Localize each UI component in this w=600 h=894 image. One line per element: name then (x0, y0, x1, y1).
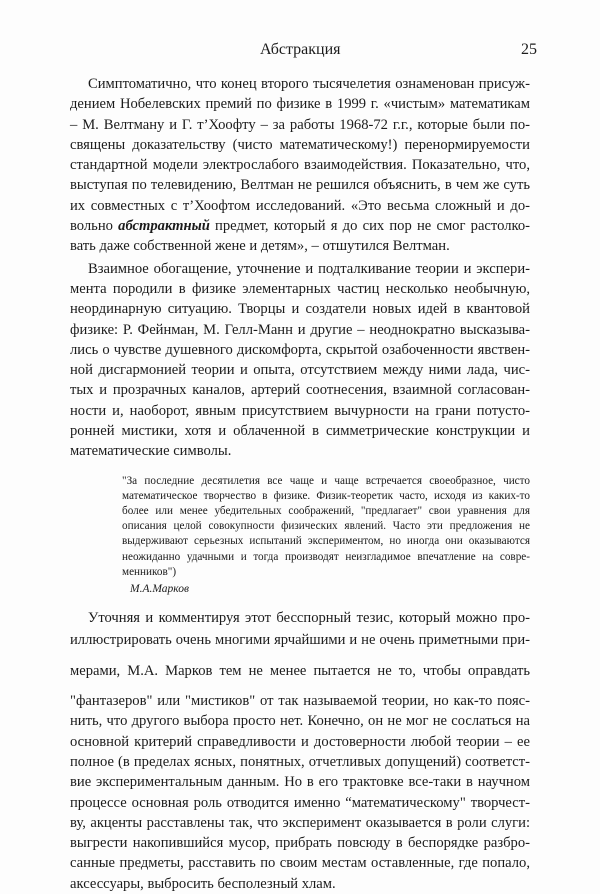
quote-line: описания целой совокупности физических явлений. Часто эти предложения не (122, 520, 530, 533)
text-line: аксессуары, выбросить бесполезный хлам. (70, 875, 336, 892)
quote-attribution: М.А.Марков (130, 583, 189, 596)
text-line: нить, что другого выбора просто нет. Конечно, он не мог не сослаться на (70, 713, 530, 730)
text-line: вать даже собственной жене и детям», – отшутился Велтман. (70, 238, 450, 255)
text-line: ронней мистики, хотя и облаченной в симметрические конструкции и (70, 423, 530, 440)
text-line: Симптоматично, что конец второго тысячелетия ознаменован присуж- (88, 76, 530, 92)
text-line: дением Нобелевских премий по физике в 1999 г. «чистым» математикам (70, 96, 530, 113)
text-line: вие экспериментальным данным. Но в его трактовке все-таки в научном (70, 774, 530, 791)
text-line: мента породили в физике элементарных частиц несколько необычную, (70, 280, 530, 297)
emphasized-word: абстрактный (118, 218, 210, 235)
quote-line: математическое творчество в физике. Физик-теоретик часто, исходя из каких-то (122, 489, 530, 502)
chapter-title: Абстракция (260, 41, 341, 58)
text-line: процессе основная роль отводится именно “математическому" творчест- (70, 794, 530, 811)
paragraph-1 (70, 74, 530, 257)
text-line: выгрести накопившийся мусор, прибрать повсюду в беспорядке разбро- (70, 835, 530, 852)
text-fragment: предмет, который я до сих пор не смог растолко- (209, 218, 530, 235)
text-line: выступая по телевидению, Велтман не решился объяснить, в чем же суть (70, 177, 530, 194)
body-text (70, 74, 530, 894)
text-line: физике: Р. Фейнман, М. Гелл-Манн и другие – неоднократно высказыва- (70, 321, 530, 338)
text-line: Взаимное обогащение, уточнение и подталкивание теории и экспери- (88, 260, 530, 277)
quote-line: менников") (122, 565, 177, 578)
quote-line: неожиданно удачными и тогда производят неизгладимое впечатление на совре- (122, 550, 530, 563)
quote-line: выдерживают серьезных испытаний экспериментом, но иногда они оказываются (122, 535, 530, 548)
text-line: тых и прозрачных каналов, артерий соотнесения, взаимной согласован- (70, 382, 530, 399)
page-number: 25 (521, 41, 537, 58)
text-line: ной дисгармонией теории и опыта, отсутствием между ними лада, чис- (70, 362, 530, 379)
text-fragment: вольно (70, 218, 119, 235)
text-line: санные предметы, расставить по своим местам оставленные, где попало, (70, 855, 530, 872)
text-line: – М. Велтману и Г. т’Хоофту – за работы 1968-72 г.г., которые были по- (70, 116, 530, 133)
text-line: "фантазеров" или "мистиков" от так называемой теории, но как-то пояс- (70, 693, 530, 710)
paragraph-3 (70, 607, 530, 894)
quote-line: более или менее убедительных соображений, "предлагает" свои уравнения для (122, 505, 530, 518)
text-line: Уточняя и комментируя этот бесспорный тезис, который можно про- (88, 610, 530, 627)
text-line: мерами, М.А. Марков тем не менее пытается не то, чтобы оправдать (70, 663, 530, 680)
text-line: их совместных с т’Хоофтом исследований. «Это весьма сложный и до- (70, 197, 530, 214)
text-line: математические символы. (70, 443, 232, 460)
paragraph-2 (70, 259, 530, 462)
text-line: основной критерий справедливости и достоверности любой теории – ее (70, 733, 530, 750)
text-line: стандартной модели электрослабого взаимодействия. Показательно, что, (70, 157, 530, 174)
text-line (70, 216, 530, 236)
text-line: лись о чувстве душевного дискомфорта, скрытой озабоченности явствен- (70, 341, 530, 358)
quote-line: "За последние десятилетия все чаще и чаще встречается своеобразное, чисто (122, 474, 530, 487)
text-line: ву, акценты расставлены так, что эксперимент оказывается в роли слуги: (70, 814, 530, 831)
text-line: иллюстрировать очень многими ярчайшими и не очень приметными при- (70, 632, 530, 649)
text-line: ности и, наоборот, явным присутствием вычурности на грани потусто- (70, 402, 530, 419)
text-line: священы доказательству (чисто математическому!) перенормируемости (70, 136, 530, 153)
text-line: неординарную ситуацию. Творцы и создатели новых идей в квантовой (70, 301, 530, 318)
epigraph-quote (122, 474, 530, 580)
text-line: полное (в пределах ясных, понятных, отчетливых допущений) соответст- (70, 753, 530, 770)
